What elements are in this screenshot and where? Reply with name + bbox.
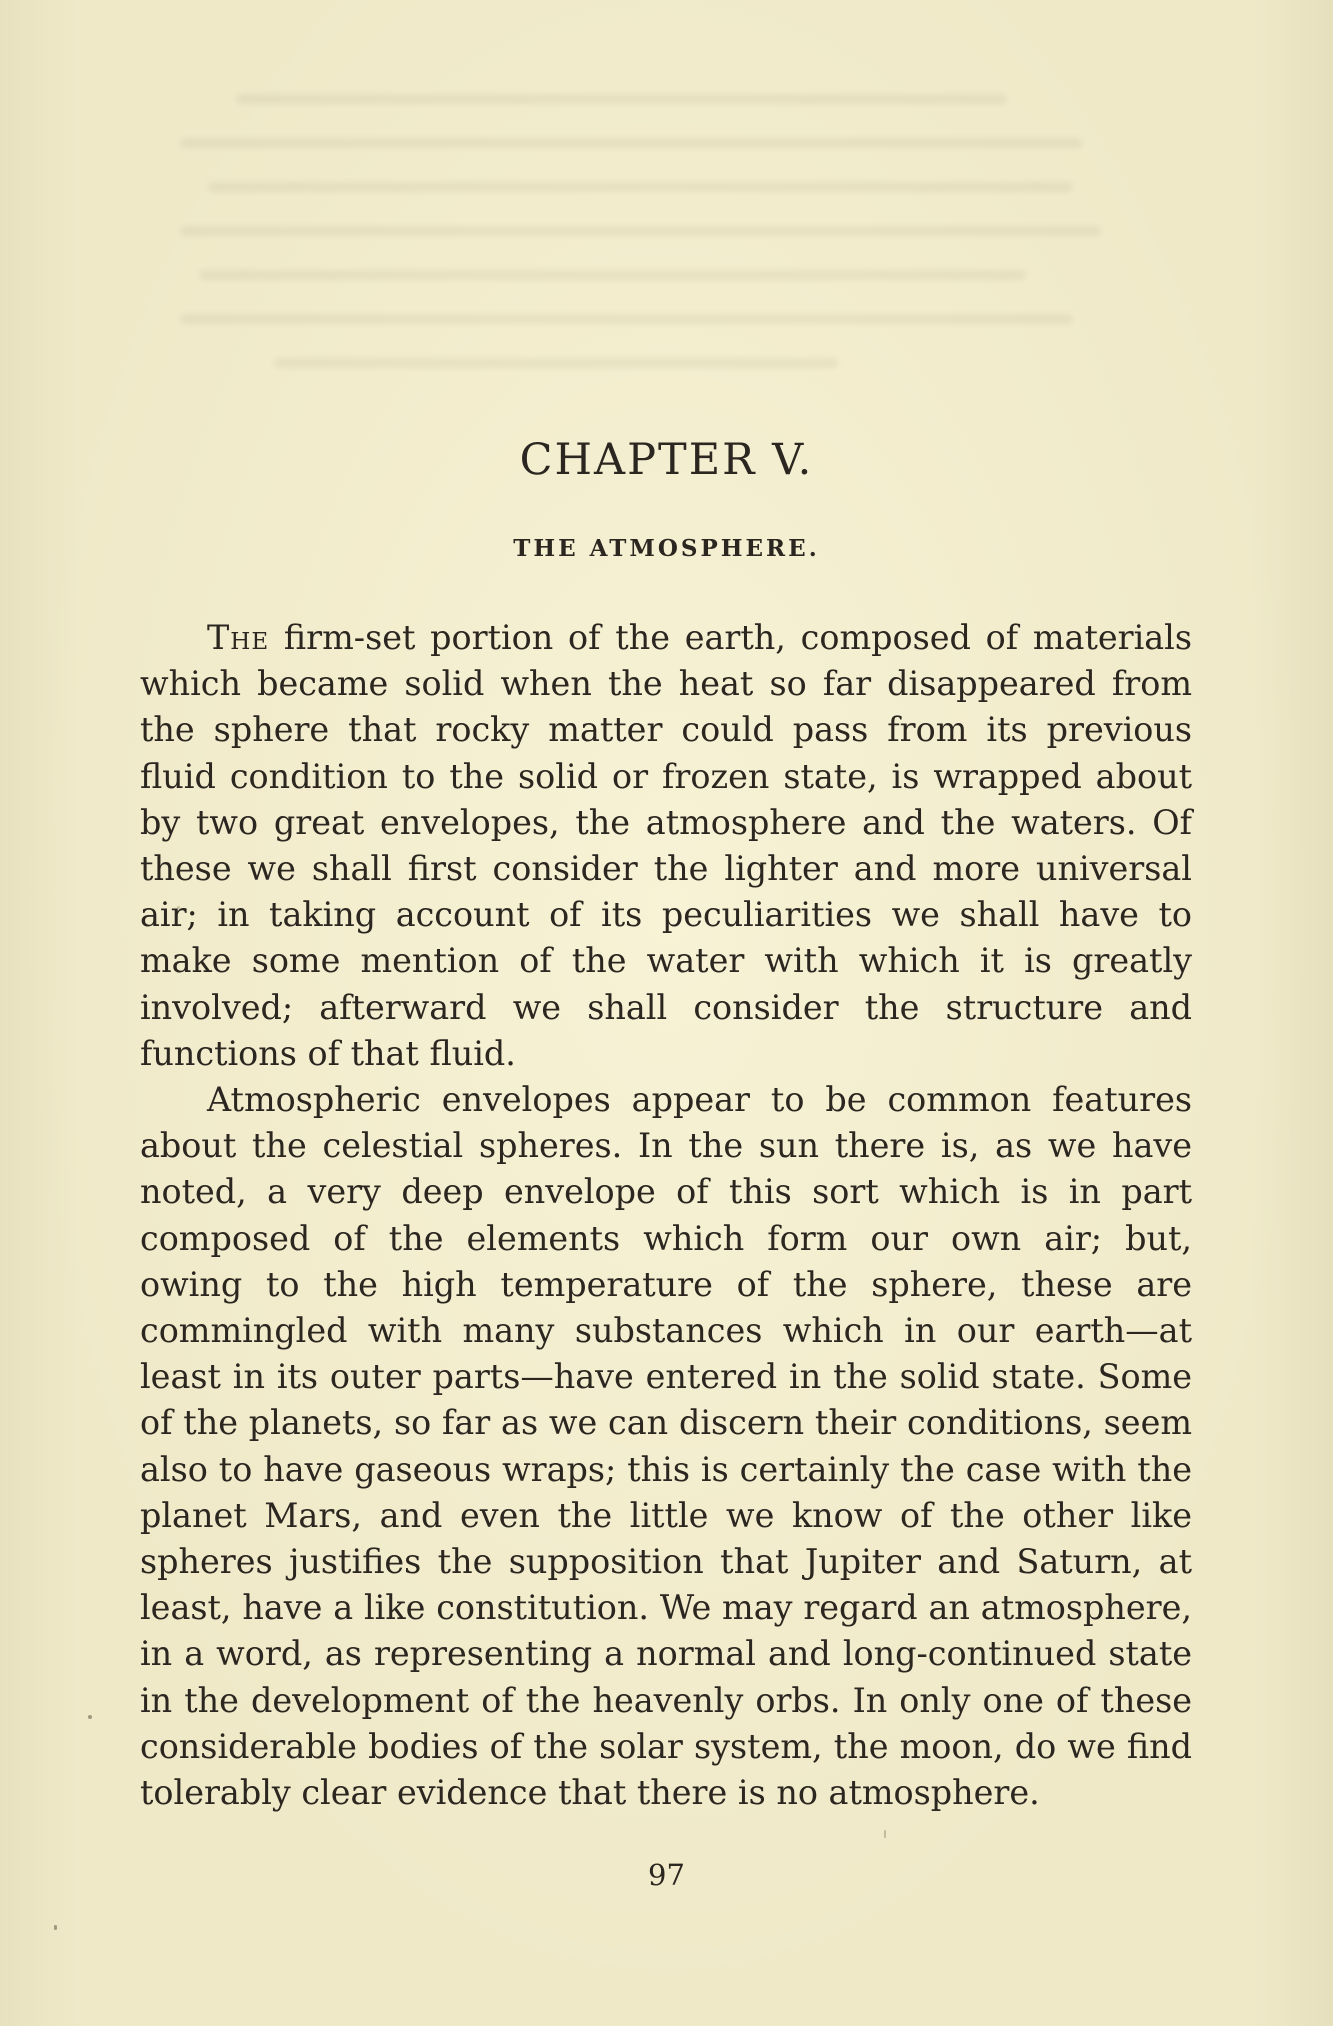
chapter-heading: CHAPTER V. (519, 435, 814, 485)
paragraph-2: Atmospheric envelopes appear to be common features about the celestial spheres. In the sun there is, as we have noted, a very deep envelope of this sort which is in part composed of the elements which form our own air; but, owing to the high temperature of the sphere, these are commingled with many substances which in our earth—at least in its outer parts—have entered in the solid state. Some of the planets, so far as we can discern their conditions, seem also to have gaseous wraps; this is certainly the case with the planet Mars, and even the little we know of the other like spheres justifies the supposition that Jupiter and Saturn, at least, have a like constitution. We may regard an atmosphere, in a word, as representing a normal and long-continued state in the development of the heavenly orbs. In only one of these considerable bodies of the solar system, the moon, do we find tolerably clear evidence that there is no atmosphere. (140, 1080, 1192, 1813)
page-number: 97 (648, 1858, 685, 1892)
paper-speck (884, 1830, 886, 1838)
paragraph-1-text: firm-set portion of the earth, composed of materials which became solid when the heat so far disappeared from the sphere that rocky matter could pass from its previous fluid condition to the solid or frozen state, is wrapped about by two great envelopes, the atmosphere and the waters. Of these we shall first consider the lighter and more universal air; in taking account of its peculiarities we shall have to make some mention of the water with which it is greatly involved; afterward we shall consider the structure and functions of that fluid. (140, 618, 1192, 1073)
paper-speck (177, 906, 180, 909)
chapter-subheading: THE ATMOSPHERE. (513, 535, 820, 562)
paper-speck (54, 1925, 57, 1930)
body-text (140, 615, 1192, 1816)
bleed-through-shadow (180, 60, 1120, 480)
paragraph-lead-word: The (207, 618, 270, 657)
paragraph-1 (140, 615, 1192, 1077)
paper-speck (88, 1715, 92, 1719)
